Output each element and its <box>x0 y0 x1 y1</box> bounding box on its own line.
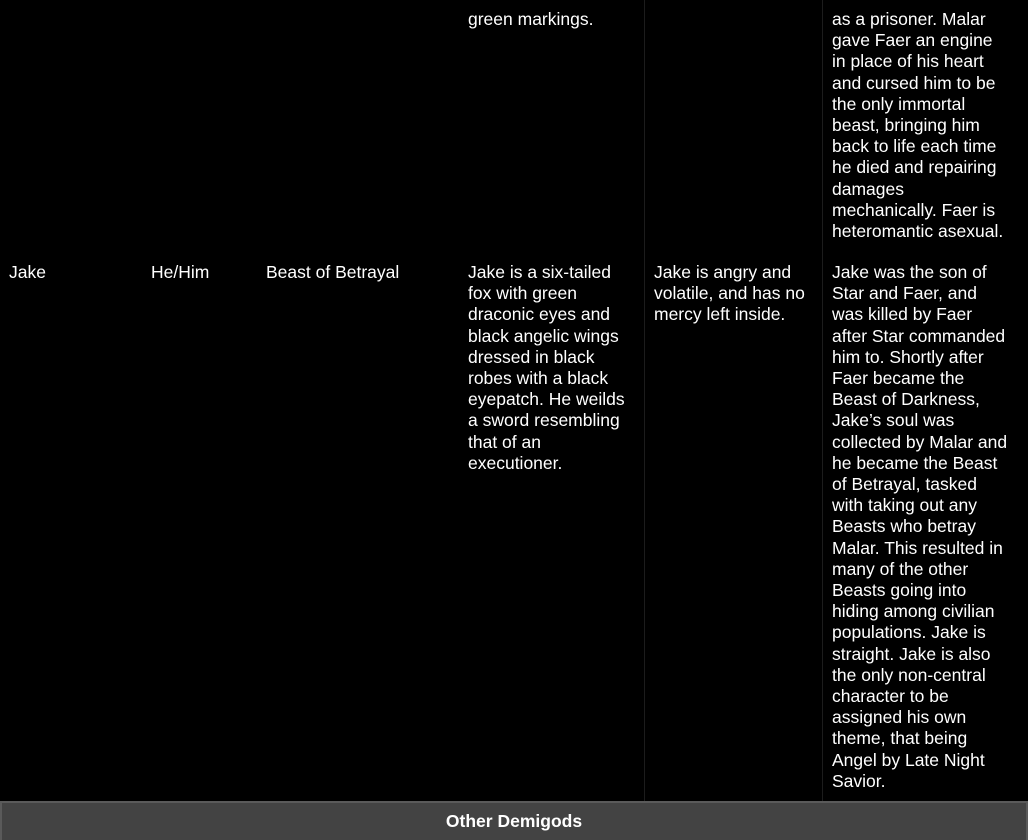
text-line: Jake was the son of <box>832 262 987 282</box>
text-line: him to. Shortly after <box>832 346 984 367</box>
text-line: dressed in black <box>468 346 595 367</box>
name-cell <box>9 262 139 283</box>
text-line: of Betrayal, tasked <box>832 474 977 495</box>
text-line: Faer became the <box>832 368 965 389</box>
appearance-cell <box>468 262 640 474</box>
text-line: Beasts going into <box>832 580 967 601</box>
text-line: after Star commanded <box>832 325 1006 346</box>
personality-cell <box>654 262 820 326</box>
section-header-label: Other Demigods <box>445 811 583 831</box>
text-line: and cursed him to be <box>832 72 996 93</box>
text-line: a sword resembling <box>468 410 620 431</box>
text-line: hiding among civilian <box>832 601 995 622</box>
text-line: mercy left inside. <box>654 304 786 325</box>
character-pronouns: He/Him <box>151 262 210 282</box>
text-line: assigned his own <box>832 707 967 728</box>
text-line: damages <box>832 178 904 199</box>
text-line: volatile, and has no <box>654 283 805 304</box>
prev-appearance-cell <box>468 9 640 30</box>
backstory-cell <box>832 262 1024 792</box>
text-line: straight. Jake is also <box>832 643 991 664</box>
text-line: the only non-central <box>832 664 986 685</box>
text-line: black angelic wings <box>468 325 619 346</box>
text-line: Malar. This resulted in <box>832 537 1003 558</box>
text-line: fox with green <box>468 283 577 304</box>
text-line: Savior. <box>832 770 886 791</box>
text-line: eyepatch. He weilds <box>468 389 625 410</box>
character-name: Jake <box>9 262 46 282</box>
text-line: mechanically. Faer is <box>832 199 996 220</box>
text-line: robes with a black <box>468 368 609 389</box>
text-line: Beast of Darkness, <box>832 389 980 410</box>
text-line: the only immortal <box>832 93 966 114</box>
text-line: Jake is a six-tailed <box>468 262 611 282</box>
text-line: Jake is angry and <box>654 262 792 282</box>
title-cell <box>266 262 461 283</box>
text-line: he died and repairing <box>832 157 997 178</box>
text-line: character to be <box>832 686 949 707</box>
text-line: theme, that being <box>832 728 968 749</box>
text-line: Angel by Late Night <box>832 749 985 770</box>
text-line: executioner. <box>468 452 563 473</box>
text-line: gave Faer an engine <box>832 30 993 51</box>
text-line: was killed by Faer <box>832 304 973 325</box>
text-line: in place of his heart <box>832 51 984 72</box>
text-line: Beasts who betray <box>832 516 976 537</box>
text-line: heteromantic asexual. <box>832 221 1004 242</box>
pronouns-cell <box>151 262 261 283</box>
text-line: beast, bringing him <box>832 115 980 136</box>
text-line: Star and Faer, and <box>832 283 977 304</box>
text-line: he became the Beast <box>832 452 998 473</box>
text-line: draconic eyes and <box>468 304 611 325</box>
text-line: green markings. <box>468 9 594 29</box>
text-line: back to life each time <box>832 136 997 157</box>
text-line: as a prisoner. Malar <box>832 9 986 29</box>
text-line: with taking out any <box>832 495 977 516</box>
text-line: populations. Jake is <box>832 622 986 643</box>
section-header-other-demigods <box>0 801 1028 840</box>
prev-backstory-cell <box>832 9 1024 242</box>
column-divider <box>644 0 645 801</box>
text-line: collected by Malar and <box>832 431 1008 452</box>
text-line: that of an <box>468 431 541 452</box>
column-divider <box>822 0 823 801</box>
character-title: Beast of Betrayal <box>266 262 400 282</box>
text-line: Jake’s soul was <box>832 410 955 431</box>
text-line: many of the other <box>832 558 969 579</box>
